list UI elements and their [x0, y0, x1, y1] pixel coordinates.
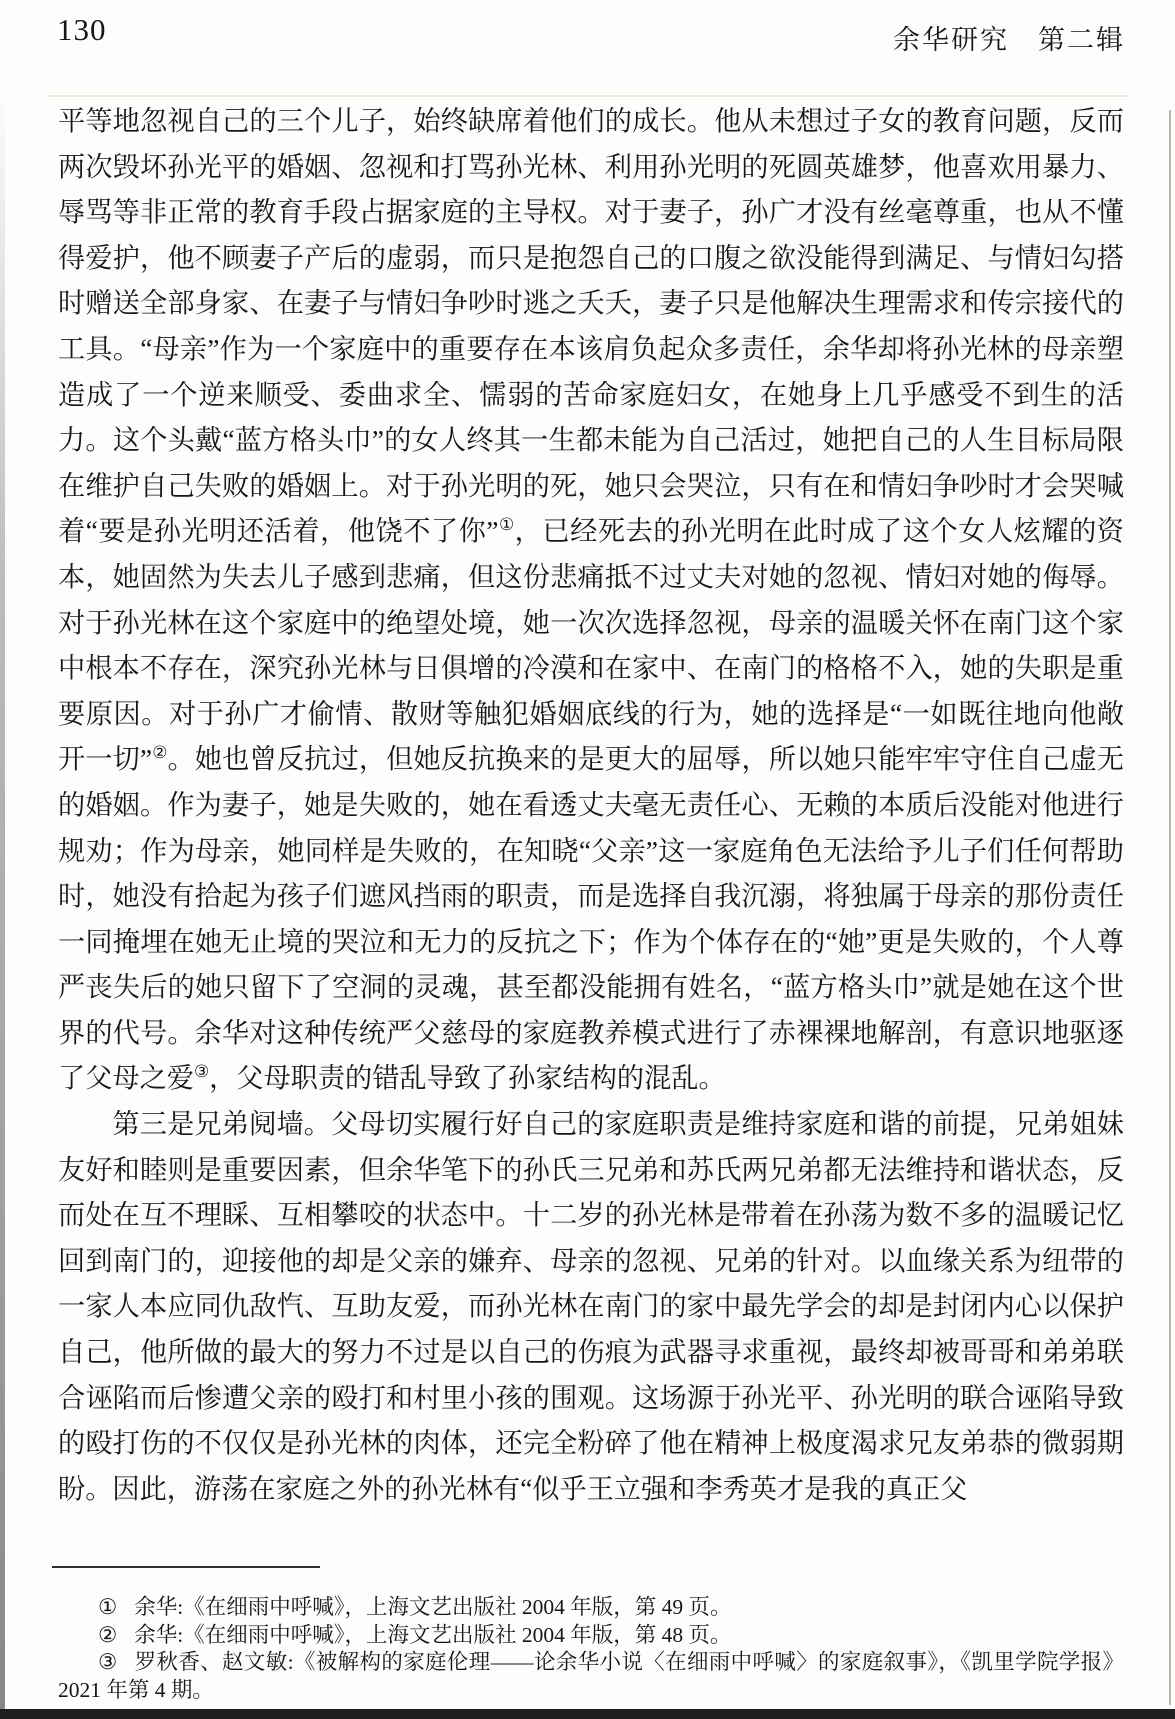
- footnotes: [58, 1594, 1124, 1704]
- footnote-ref: ③: [193, 1062, 210, 1082]
- page-number: 130: [57, 12, 107, 47]
- bottom-scan-edge: [0, 1709, 1175, 1719]
- footnote-text: 罗秋香、赵文敏:《被解构的家庭伦理——论余华小说〈在细雨中呼喊〉的家庭叙事》，《凯里学院学报》2021 年第 4 期。: [58, 1650, 1125, 1702]
- body-paragraph: 第三是兄弟阋墙。父母切实履行好自己的家庭职责是维持家庭和谐的前提，兄弟姐妹友好和睦则是重要因素，但余华笔下的孙氏三兄弟和苏氏两兄弟都无法维持和谐状态，反而处在互不理睬、互相攀咬的状态中。十二岁的孙光林是带着在孙荡为数不多的温暖记忆回到南门的，迎接他的却是父亲的嫌弃、母亲的忽视、兄弟的针对。以血缘关系为纽带的一家人本应同仇敌忾、互助友爱，而孙光林在南门的家中最先学会的却是封闭内心以保护自己，他所做的最大的努力不过是以自己的伤痕为武器寻求重视，最终却被哥哥和弟弟联合诬陷而后惨遭父亲的殴打和村里小孩的围观。这场源于孙光平、孙光明的联合诬陷导致的殴打伤的不仅仅是孙光林的肉体，还完全粉碎了他在精神上极度渴求兄友弟恭的微弱期盼。因此，游荡在家庭之外的孙光林有“似乎王立强和李秀英才是我的真正父: [58, 1109, 1124, 1504]
- running-head-title: 余华研究 第二辑: [893, 25, 1125, 55]
- right-scan-edge: [1169, 110, 1171, 1705]
- footnote-item: [58, 1622, 1124, 1650]
- footnote-item: [58, 1649, 1124, 1704]
- body-paragraph: 平等地忽视自己的三个儿子，始终缺席着他们的成长。他从未想过子女的教育问题，反而两次毁坏孙光平的婚姻、忽视和打骂孙光林、利用孙光明的死圆英雄梦，他喜欢用暴力、辱骂等非正常的教育手段占据家庭的主导权。对于妻子，孙广才没有丝毫尊重，也从不懂得爱护，他不顾妻子产后的虚弱，而只是抱怨自己的口腹之欲没能得到满足、与情妇勾搭时赠送全部身家、在妻子与情妇争吵时逃之夭夭，妻子只是他解决生理需求和传宗接代的工具。“母亲”作为一个家庭中的重要存在本该肩负起众多责任，余华却将孙光林的母亲塑造成了一个逆来顺受、委曲求全、懦弱的苦命家庭妇女，在她身上几乎感受不到生的活力。这个头戴“蓝方格头巾”的女人终其一生都未能为自己活过，她把自己的人生目标局限在维护自己失败的婚姻上。对于孙光明的死，她只会哭泣，只有在和情妇争吵时才会哭喊着“要是孙光明还活着，他饶不了你”①，已经死去的孙光明在此时成了这个女人炫耀的资本，她固然为失去儿子感到悲痛，但这份悲痛抵不过丈夫对她的忽视、情妇对她的侮辱。对于孙光林在这个家庭中的绝望处境，她一次次选择忽视，母亲的温暖关怀在南门这个家中根本不存在，深究孙光林与日俱增的冷漠和在家中、在南门的格格不入，她的失职是重要原因。对于孙广才偷情、散财等触犯婚姻底线的行为，她的选择是“一如既往地向他敞开一切”②。她也曾反抗过，但她反抗换来的是更大的屈辱，所以她只能牢牢守住自己虚无的婚姻。作为妻子，她是失败的，她在看透丈夫毫无责任心、无赖的本质后没能对他进行规劝；作为母亲，她同样是失败的，在知晓“父亲”这一家庭角色无法给予儿子们任何帮助时，她没有拾起为孩子们遮风挡雨的职责，而是选择自我沉溺，将独属于母亲的那份责任一同掩埋在她无止境的哭泣和无力的反抗之下；作为个体存在的“她”更是失败的，个人尊严丧失后的她只留下了空洞的灵魂，甚至都没能拥有姓名，“蓝方格头巾”就是她在这个世界的代号。余华对这种传统严父慈母的家庭教养模式进行了赤裸裸地解剖，有意识地驱逐了父母之爱③，父母职责的错乱导致了孙家结构的混乱。: [58, 106, 1124, 1094]
- footnote-item: [58, 1594, 1124, 1622]
- footnote-marker: ②: [98, 1622, 118, 1647]
- footnote-marker: ③: [98, 1650, 118, 1675]
- body-text: [58, 99, 1124, 1512]
- footnote-ref: ①: [498, 515, 515, 535]
- left-scan-edge: [0, 90, 5, 1719]
- footnote-marker: ①: [98, 1595, 118, 1619]
- footnote-ref: ②: [152, 743, 168, 763]
- footnote-separator: [52, 1566, 320, 1568]
- footnote-text: 余华:《在细雨中呼喊》，上海文艺出版社 2004 年版，第 49 页。: [134, 1595, 732, 1619]
- header-rule: [48, 95, 1128, 97]
- footnote-text: 余华:《在细雨中呼喊》，上海文艺出版社 2004 年版，第 48 页。: [134, 1622, 732, 1647]
